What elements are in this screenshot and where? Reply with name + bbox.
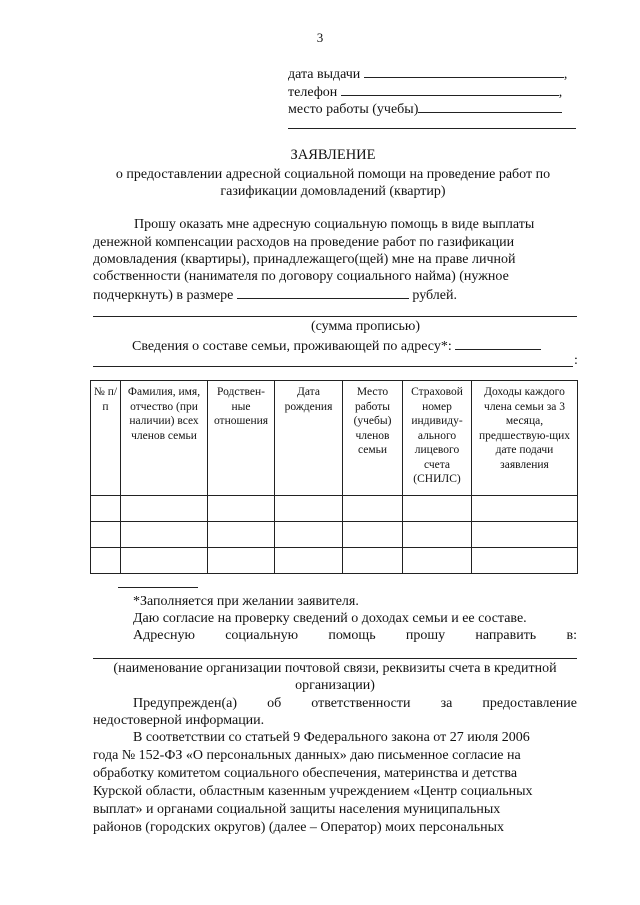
family-info-label: Сведения о составе семьи, проживающей по адресу*: [132,339,452,354]
table-cell[interactable] [403,522,472,548]
personal-data-line-4: Курской области, областным казенным учреждением «Центр социальных [93,784,533,799]
issue-date-field [288,64,567,84]
family-table [90,380,578,574]
table-cell[interactable] [121,522,208,548]
table-row [91,522,578,548]
table-cell[interactable] [343,522,403,548]
title-subline-1: о предоставлении адресной социальной помощи на проведение работ по [115,167,551,182]
request-line-4: собственности (нанимателя по договору социального найма) (нужное [93,269,509,284]
table-cell[interactable] [208,496,275,522]
comma: , [563,67,568,82]
table-cell[interactable] [91,548,121,574]
table-cell[interactable] [343,548,403,574]
header-snils: Страховой номер индивиду-ального лицевого счета (СНИЛС) [403,381,472,496]
address-blank-line2[interactable] [93,366,573,367]
personal-data-line-1: В соответствии со статьей 9 Федерального закона от 27 июля 2006 [133,730,530,745]
recipient-blank-line[interactable] [93,658,577,659]
table-cell[interactable] [472,522,578,548]
table-cell[interactable] [403,548,472,574]
header-full-name: Фамилия, имя, отчество (при наличии) всех членов семьи [121,381,208,496]
table-cell[interactable] [208,522,275,548]
header-number: № п/п [91,381,121,496]
address-blank[interactable] [455,336,541,350]
send-to-line [133,627,577,645]
table-row [91,548,578,574]
request-line-5 [93,285,457,305]
recipient-caption-2: организации) [295,678,375,693]
warning-word: за [440,696,453,711]
table-cell[interactable] [91,496,121,522]
personal-data-line-6: районов (городских округов) (далее – Оператор) моих персональных [93,820,505,835]
warning-word: Предупрежден(а) [133,696,238,711]
table-cell[interactable] [91,522,121,548]
table-cell[interactable] [403,496,472,522]
warning-word: об [267,696,282,711]
address-colon: : [574,353,578,368]
issue-date-label: дата выдачи [288,67,361,82]
warning-word: ответственности [311,696,411,711]
table-cell[interactable] [472,496,578,522]
amount-blank[interactable] [237,285,409,299]
phone-blank[interactable] [341,82,559,96]
header-workplace: Место работы (учебы) членов семьи [343,381,403,496]
family-info-field [132,336,541,356]
table-cell[interactable] [208,548,275,574]
request-line-5-start: подчеркнуть) в размере [93,288,234,303]
send-word: Адресную [133,628,195,643]
workplace-blank[interactable] [418,99,562,113]
amount-caption: (сумма прописью) [310,319,421,334]
send-word: направить [475,628,537,643]
table-cell[interactable] [275,548,343,574]
personal-data-line-2: года № 152-ФЗ «О персональных данных» даю письменное согласие на [93,748,521,763]
warning-line-1 [133,695,577,713]
table-row [91,496,578,522]
workplace-blank-line2[interactable] [288,128,576,129]
warning-word: предоставление [482,696,577,711]
table-cell[interactable] [121,496,208,522]
personal-data-line-5: выплат» и органами социальной защиты населения муниципальных [93,802,501,817]
document-title: ЗАЯВЛЕНИЕ [290,147,376,163]
workplace-field [288,99,562,119]
header-income: Доходы каждого члена семьи за 3 месяца, предшествую-щих дате подачи заявления [472,381,578,496]
footnote: *Заполняется при желании заявителя. [133,594,359,609]
phone-label: телефон [288,85,338,100]
comma: , [558,85,563,100]
table-cell[interactable] [472,548,578,574]
request-line-2: денежной компенсации расходов на проведение работ по газификации [93,235,515,250]
send-word: в: [566,628,577,643]
request-line-5-end: рублей. [412,288,457,303]
workplace-label: место работы (учебы) [288,102,419,117]
header-relation: Родствен-ные отношения [208,381,275,496]
title-subline-2: газификации домовладений (квартир) [220,184,446,199]
header-birth-date: Дата рождения [275,381,343,496]
table-cell[interactable] [275,496,343,522]
income-consent: Даю согласие на проверку сведений о доходах семьи и ее составе. [133,611,527,626]
request-line-3: домовладения (квартиры), принадлежащего(щей) мне на праве личной [93,252,516,267]
amount-words-line[interactable] [93,316,577,317]
page-number: 3 [316,30,324,45]
table-cell[interactable] [275,522,343,548]
warning-line-2: недостоверной информации. [93,713,265,728]
send-word: прошу [405,628,446,643]
table-cell[interactable] [343,496,403,522]
recipient-caption-1: (наименование организации почтовой связи, реквизиты счета в кредитной [113,661,557,676]
request-line-1: Прошу оказать мне адресную социальную помощь в виде выплаты [134,217,535,232]
send-word: социальную [225,628,299,643]
table-header-row [91,381,578,496]
send-word: помощь [328,628,376,643]
footnote-separator [118,587,198,588]
table-cell[interactable] [121,548,208,574]
personal-data-line-3: обработку комитетом социального обеспечения, материнства и детства [93,766,518,781]
issue-date-blank[interactable] [364,64,564,78]
